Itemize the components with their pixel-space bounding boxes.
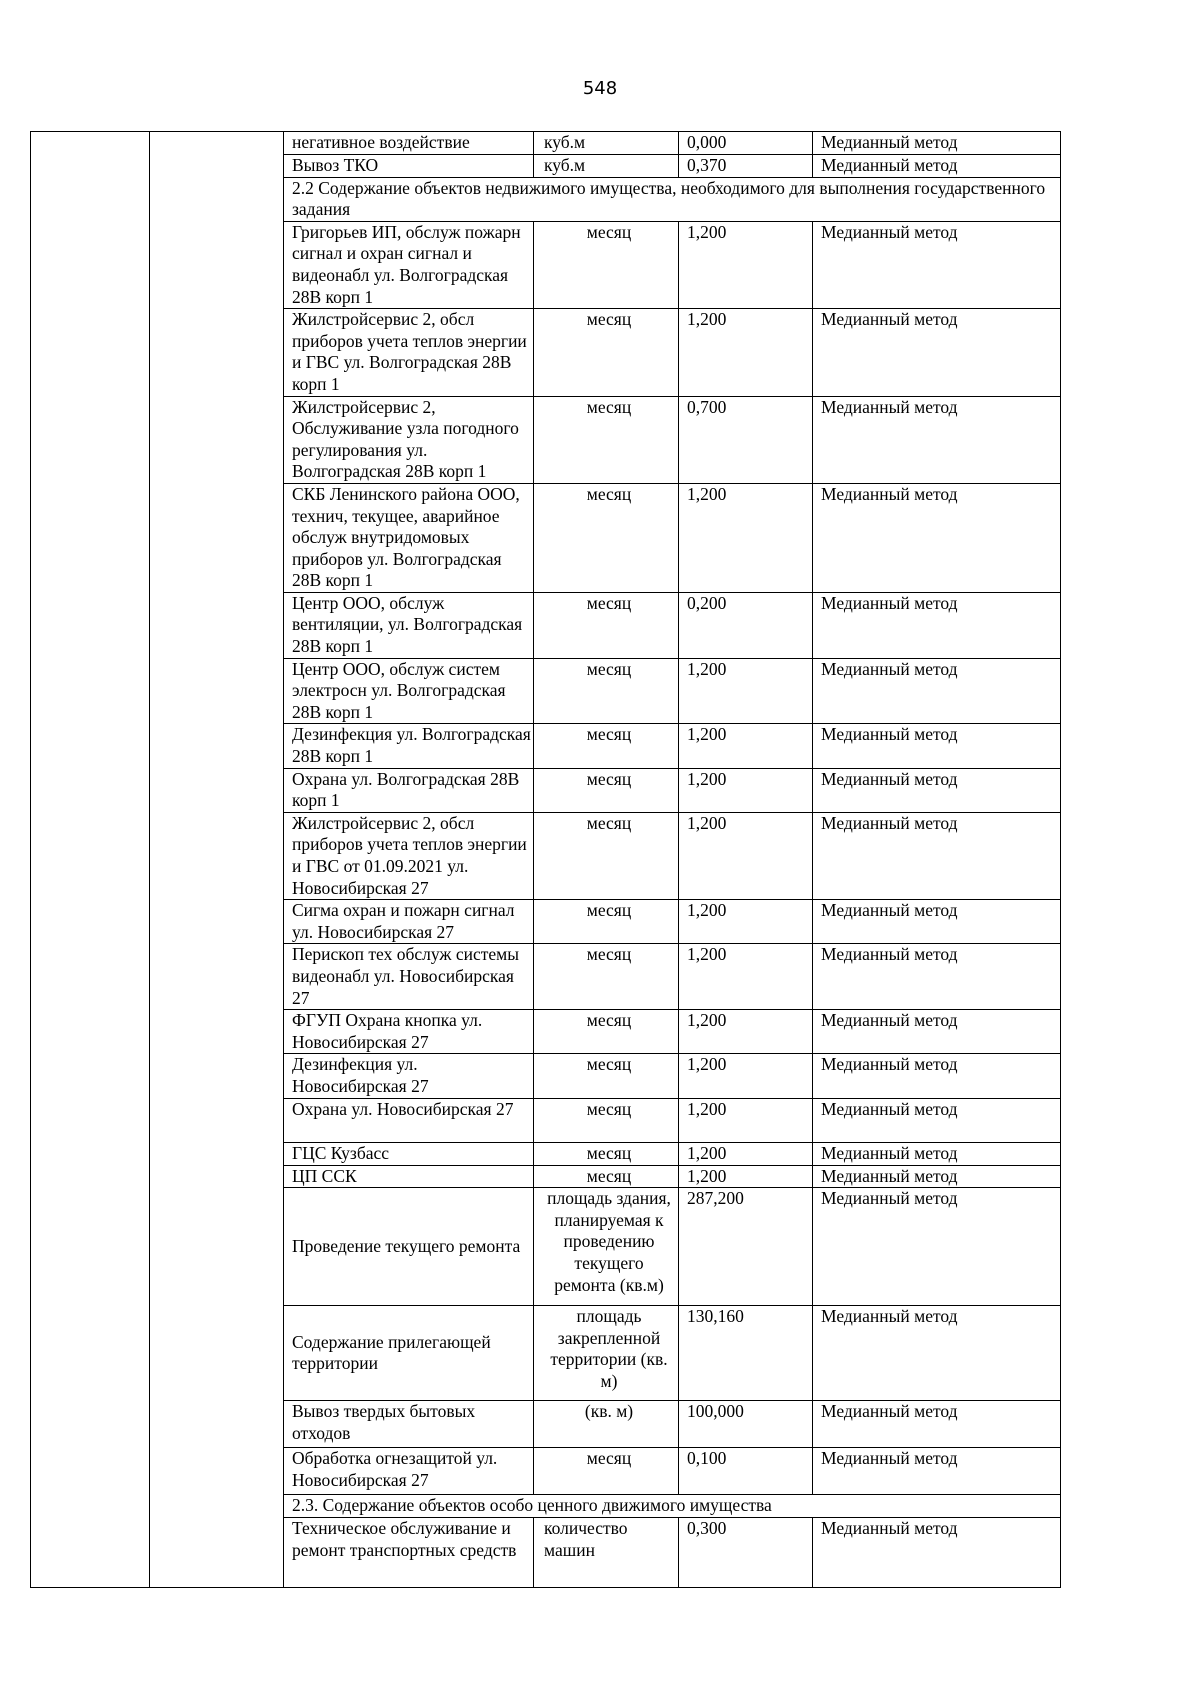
row-name: Григорьев ИП, обслуж пожарн сигнал и охран сигнал и видеонабл ул. Волгоградская 28В корп 1 xyxy=(284,221,534,308)
row-method: Медианный метод xyxy=(813,483,1061,592)
section-heading: 2.2 Содержание объектов недвижимого имущества, необходимого для выполнения государственного задания xyxy=(284,177,1061,221)
row-unit: площадь закрепленной территории (кв. м) xyxy=(534,1306,679,1401)
row-method: Медианный метод xyxy=(813,132,1061,155)
row-method: Медианный метод xyxy=(813,1054,1061,1098)
row-name: Вывоз твердых бытовых отходов xyxy=(284,1401,534,1448)
row-value: 1,200 xyxy=(679,1010,813,1054)
row-value: 1,200 xyxy=(679,483,813,592)
row-method: Медианный метод xyxy=(813,1401,1061,1448)
row-unit: месяц xyxy=(534,658,679,724)
row-value: 1,200 xyxy=(679,944,813,1010)
row-name: Дезинфекция ул. Волгоградская 28В корп 1 xyxy=(284,724,534,768)
row-method: Медианный метод xyxy=(813,1518,1061,1588)
row-method: Медианный метод xyxy=(813,724,1061,768)
row-name: Дезинфекция ул. Новосибирская 27 xyxy=(284,1054,534,1098)
row-name: Содержание прилегающей территории xyxy=(284,1306,534,1401)
row-value: 1,200 xyxy=(679,900,813,944)
row-value: 0,100 xyxy=(679,1448,813,1495)
norms-table xyxy=(30,131,1061,1588)
row-unit: куб.м xyxy=(534,155,679,178)
row-value: 130,160 xyxy=(679,1306,813,1401)
row-name: СКБ Ленинского района ООО, технич, текущее, аварийное обслуж внутридомовых приборов ул. Волгоградская 28В корп 1 xyxy=(284,483,534,592)
section-heading: 2.3. Содержание объектов особо ценного движимого имущества xyxy=(284,1495,1061,1518)
empty-cell-col2 xyxy=(150,132,284,1588)
row-name: Проведение текущего ремонта xyxy=(284,1188,534,1306)
row-unit: месяц xyxy=(534,944,679,1010)
row-name: Центр ООО, обслуж систем электросн ул. Волгоградская 28В корп 1 xyxy=(284,658,534,724)
row-value: 1,200 xyxy=(679,1142,813,1165)
row-unit: месяц xyxy=(534,1448,679,1495)
row-name: Жилстройсервис 2, обсл приборов учета теплов энергии и ГВС ул. Волгоградская 28В корп 1 xyxy=(284,309,534,396)
row-value: 1,200 xyxy=(679,221,813,308)
row-unit: месяц xyxy=(534,396,679,483)
row-method: Медианный метод xyxy=(813,1098,1061,1142)
row-name: Вывоз ТКО xyxy=(284,155,534,178)
row-method: Медианный метод xyxy=(813,900,1061,944)
row-name: Перископ тех обслуж системы видеонабл ул. Новосибирская 27 xyxy=(284,944,534,1010)
row-unit: месяц xyxy=(534,1165,679,1188)
row-unit: месяц xyxy=(534,1142,679,1165)
row-unit: количество машин xyxy=(534,1518,679,1588)
row-value: 1,200 xyxy=(679,1098,813,1142)
row-name: ФГУП Охрана кнопка ул. Новосибирская 27 xyxy=(284,1010,534,1054)
row-method: Медианный метод xyxy=(813,1188,1061,1306)
row-unit: месяц xyxy=(534,309,679,396)
row-method: Медианный метод xyxy=(813,1165,1061,1188)
row-value: 0,200 xyxy=(679,592,813,658)
row-method: Медианный метод xyxy=(813,1142,1061,1165)
row-value: 1,200 xyxy=(679,1165,813,1188)
row-name: ГЦС Кузбасс xyxy=(284,1142,534,1165)
row-unit: месяц xyxy=(534,1010,679,1054)
row-value: 1,200 xyxy=(679,768,813,812)
row-value: 100,000 xyxy=(679,1401,813,1448)
page-number: 548 xyxy=(582,78,618,99)
row-method: Медианный метод xyxy=(813,396,1061,483)
row-method: Медианный метод xyxy=(813,1448,1061,1495)
row-value: 1,200 xyxy=(679,1054,813,1098)
row-name: Сигма охран и пожарн сигнал ул. Новосибирская 27 xyxy=(284,900,534,944)
row-unit: месяц xyxy=(534,592,679,658)
row-name: Охрана ул. Волгоградская 28В корп 1 xyxy=(284,768,534,812)
row-unit: месяц xyxy=(534,221,679,308)
table-row xyxy=(31,132,1061,155)
row-name: негативное воздействие xyxy=(284,132,534,155)
row-name: Жилстройсервис 2, обсл приборов учета теплов энергии и ГВС от 01.09.2021 ул. Новосибирская 27 xyxy=(284,812,534,899)
row-name: Жилстройсервис 2, Обслуживание узла погодного регулирования ул. Волгоградская 28В корп 1 xyxy=(284,396,534,483)
row-name: Охрана ул. Новосибирская 27 xyxy=(284,1098,534,1142)
row-method: Медианный метод xyxy=(813,658,1061,724)
row-method: Медианный метод xyxy=(813,812,1061,899)
row-name: ЦП ССК xyxy=(284,1165,534,1188)
row-value: 0,370 xyxy=(679,155,813,178)
row-unit: месяц xyxy=(534,1054,679,1098)
row-method: Медианный метод xyxy=(813,944,1061,1010)
row-value: 1,200 xyxy=(679,812,813,899)
row-unit: месяц xyxy=(534,900,679,944)
row-method: Медианный метод xyxy=(813,155,1061,178)
row-unit: месяц xyxy=(534,768,679,812)
row-method: Медианный метод xyxy=(813,1306,1061,1401)
row-method: Медианный метод xyxy=(813,768,1061,812)
row-value: 1,200 xyxy=(679,658,813,724)
row-unit: площадь здания, планируемая к проведению текущего ремонта (кв.м) xyxy=(534,1188,679,1306)
row-method: Медианный метод xyxy=(813,221,1061,308)
row-value: 0,300 xyxy=(679,1518,813,1588)
row-value: 1,200 xyxy=(679,309,813,396)
row-unit: куб.м xyxy=(534,132,679,155)
row-unit: (кв. м) xyxy=(534,1401,679,1448)
row-name: Обработка огнезащитой ул. Новосибирская 27 xyxy=(284,1448,534,1495)
row-value: 1,200 xyxy=(679,724,813,768)
row-name: Техническое обслуживание и ремонт транспортных средств xyxy=(284,1518,534,1588)
row-method: Медианный метод xyxy=(813,1010,1061,1054)
row-method: Медианный метод xyxy=(813,309,1061,396)
row-name: Центр ООО, обслуж вентиляции, ул. Волгоградская 28В корп 1 xyxy=(284,592,534,658)
row-unit: месяц xyxy=(534,812,679,899)
row-unit: месяц xyxy=(534,483,679,592)
empty-cell-col1 xyxy=(31,132,150,1588)
row-unit: месяц xyxy=(534,724,679,768)
row-method: Медианный метод xyxy=(813,592,1061,658)
row-value: 0,000 xyxy=(679,132,813,155)
row-unit: месяц xyxy=(534,1098,679,1142)
row-value: 0,700 xyxy=(679,396,813,483)
row-value: 287,200 xyxy=(679,1188,813,1306)
